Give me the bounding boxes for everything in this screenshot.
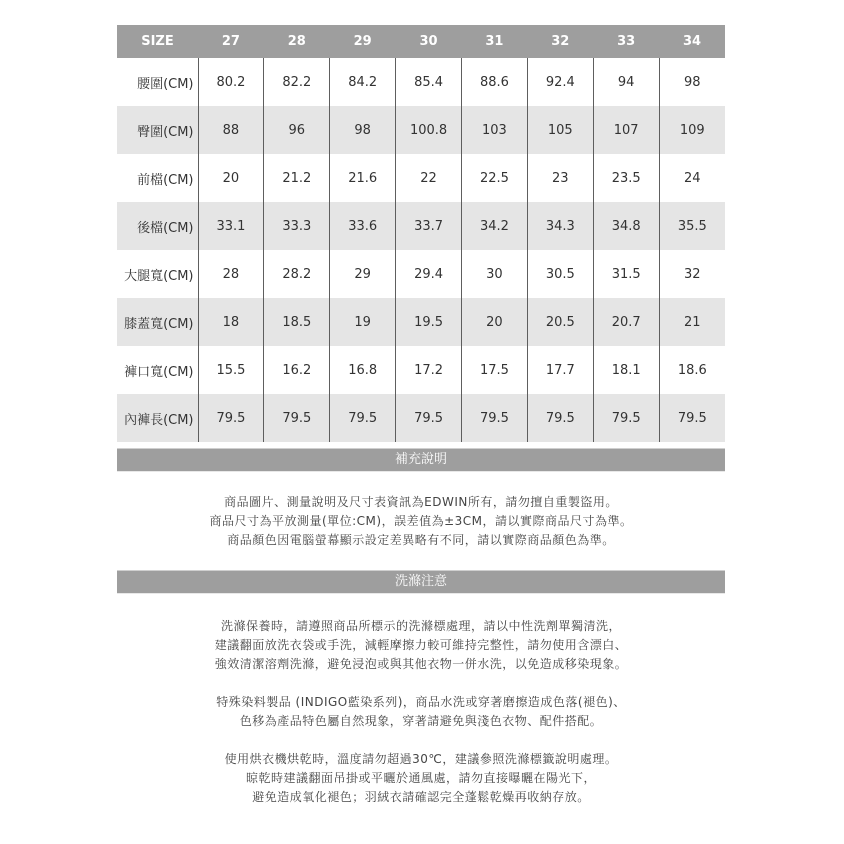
measurement-value: 33.6: [330, 202, 396, 250]
washing-line: 使用烘衣機烘乾時，溫度請勿超過30℃，建議參照洗滌標籤說明處理。: [224, 752, 618, 766]
size-table-body: [117, 58, 725, 442]
measurement-value: 17.2: [396, 346, 462, 394]
size-header-cell: 31: [462, 25, 528, 58]
size-row: [117, 250, 725, 298]
measurement-value: 100.8: [396, 106, 462, 154]
size-row: [117, 58, 725, 106]
measurement-value: 31.5: [593, 250, 659, 298]
measurement-value: 79.5: [396, 394, 462, 442]
measurement-value: 20: [462, 298, 528, 346]
measurement-value: 92.4: [527, 58, 593, 106]
washing-line: 強效清潔溶劑洗滌，避免浸泡或與其他衣物一併水洗，以免造成移染現象。: [214, 657, 628, 671]
measurement-value: 107: [593, 106, 659, 154]
washing-line: 特殊染料製品 (INDIGO藍染系列)，商品水洗或穿著磨擦造成色落(褪色)、: [216, 695, 626, 709]
measurement-value: 30.5: [527, 250, 593, 298]
measurement-label: 大腿寬(CM): [117, 250, 198, 298]
size-row: [117, 154, 725, 202]
size-row: [117, 298, 725, 346]
measurement-value: 23: [527, 154, 593, 202]
measurement-value: 79.5: [527, 394, 593, 442]
measurement-value: 20.5: [527, 298, 593, 346]
measurement-value: 28: [198, 250, 264, 298]
measurement-value: 33.1: [198, 202, 264, 250]
size-header-row: [117, 25, 725, 58]
washing-paragraph-1: [117, 617, 725, 674]
measurement-value: 79.5: [198, 394, 264, 442]
measurement-value: 34.2: [462, 202, 528, 250]
measurement-value: 79.5: [593, 394, 659, 442]
size-header-cell: 29: [330, 25, 396, 58]
measurement-value: 19.5: [396, 298, 462, 346]
size-row: [117, 394, 725, 442]
measurement-value: 18.1: [593, 346, 659, 394]
size-row: [117, 202, 725, 250]
measurement-label: 膝蓋寬(CM): [117, 298, 198, 346]
measurement-value: 18: [198, 298, 264, 346]
measurement-label: 前檔(CM): [117, 154, 198, 202]
measurement-value: 17.5: [462, 346, 528, 394]
supplement-line: 商品圖片、測量說明及尺寸表資訊為EDWIN所有，請勿擅自重製盜用。: [224, 495, 618, 509]
washing-title: 洗滌注意: [117, 570, 725, 593]
measurement-value: 20: [198, 154, 264, 202]
measurement-value: 98: [330, 106, 396, 154]
measurement-value: 17.7: [527, 346, 593, 394]
supplement-text: [117, 493, 725, 550]
measurement-value: 21.6: [330, 154, 396, 202]
measurement-value: 35.5: [659, 202, 725, 250]
measurement-value: 98: [659, 58, 725, 106]
size-header-label: SIZE: [117, 25, 198, 58]
measurement-value: 80.2: [198, 58, 264, 106]
size-row: [117, 346, 725, 394]
measurement-value: 79.5: [330, 394, 396, 442]
washing-line: 建議翻面放洗衣袋或手洗，減輕摩擦力較可維持完整性，請勿使用含漂白、: [214, 638, 628, 652]
size-header-cell: 34: [659, 25, 725, 58]
washing-line: 晾乾時建議翻面吊掛或平曬於通風處，請勿直接曝曬在陽光下，: [245, 771, 596, 785]
measurement-value: 79.5: [462, 394, 528, 442]
measurement-value: 15.5: [198, 346, 264, 394]
measurement-value: 34.8: [593, 202, 659, 250]
measurement-label: 臀圍(CM): [117, 106, 198, 154]
measurement-value: 29.4: [396, 250, 462, 298]
measurement-label: 腰圍(CM): [117, 58, 198, 106]
measurement-value: 79.5: [659, 394, 725, 442]
measurement-value: 18.6: [659, 346, 725, 394]
size-header-cell: 33: [593, 25, 659, 58]
size-header-cell: 32: [527, 25, 593, 58]
measurement-value: 24: [659, 154, 725, 202]
measurement-label: 內褲長(CM): [117, 394, 198, 442]
measurement-value: 22: [396, 154, 462, 202]
measurement-value: 33.3: [264, 202, 330, 250]
measurement-value: 20.7: [593, 298, 659, 346]
washing-line: 洗滌保養時，請遵照商品所標示的洗滌標處理，請以中性洗劑單獨清洗，: [220, 619, 621, 633]
measurement-value: 16.8: [330, 346, 396, 394]
measurement-value: 21: [659, 298, 725, 346]
measurement-label: 褲口寬(CM): [117, 346, 198, 394]
washing-paragraph-3: [117, 750, 725, 807]
measurement-value: 79.5: [264, 394, 330, 442]
measurement-value: 23.5: [593, 154, 659, 202]
washing-paragraph-2: [117, 693, 725, 731]
measurement-value: 34.3: [527, 202, 593, 250]
size-row: [117, 106, 725, 154]
measurement-value: 94: [593, 58, 659, 106]
supplement-line: 商品尺寸為平放測量(單位:CM)，誤差值為±3CM，請以實際商品尺寸為準。: [209, 514, 633, 528]
measurement-value: 22.5: [462, 154, 528, 202]
washing-line: 色移為產品特色屬自然現象，穿著請避免與淺色衣物、配件搭配。: [239, 714, 603, 728]
measurement-value: 16.2: [264, 346, 330, 394]
supplement-line: 商品顏色因電腦螢幕顯示設定差異略有不同，請以實際商品顏色為準。: [227, 533, 615, 547]
measurement-value: 105: [527, 106, 593, 154]
measurement-value: 33.7: [396, 202, 462, 250]
measurement-value: 29: [330, 250, 396, 298]
measurement-value: 19: [330, 298, 396, 346]
supplement-title: 補充說明: [117, 448, 725, 471]
measurement-value: 109: [659, 106, 725, 154]
measurement-value: 32: [659, 250, 725, 298]
washing-line: 避免造成氧化褪色；羽絨衣請確認完全蓬鬆乾燥再收納存放。: [252, 790, 590, 804]
size-header-cell: 30: [396, 25, 462, 58]
size-table: [117, 25, 725, 442]
measurement-value: 18.5: [264, 298, 330, 346]
size-chart-page: [117, 25, 725, 807]
size-header-cell: 27: [198, 25, 264, 58]
measurement-value: 96: [264, 106, 330, 154]
measurement-value: 88: [198, 106, 264, 154]
measurement-label: 後檔(CM): [117, 202, 198, 250]
measurement-value: 103: [462, 106, 528, 154]
measurement-value: 21.2: [264, 154, 330, 202]
measurement-value: 30: [462, 250, 528, 298]
measurement-value: 84.2: [330, 58, 396, 106]
measurement-value: 28.2: [264, 250, 330, 298]
measurement-value: 82.2: [264, 58, 330, 106]
size-header-cell: 28: [264, 25, 330, 58]
measurement-value: 88.6: [462, 58, 528, 106]
measurement-value: 85.4: [396, 58, 462, 106]
